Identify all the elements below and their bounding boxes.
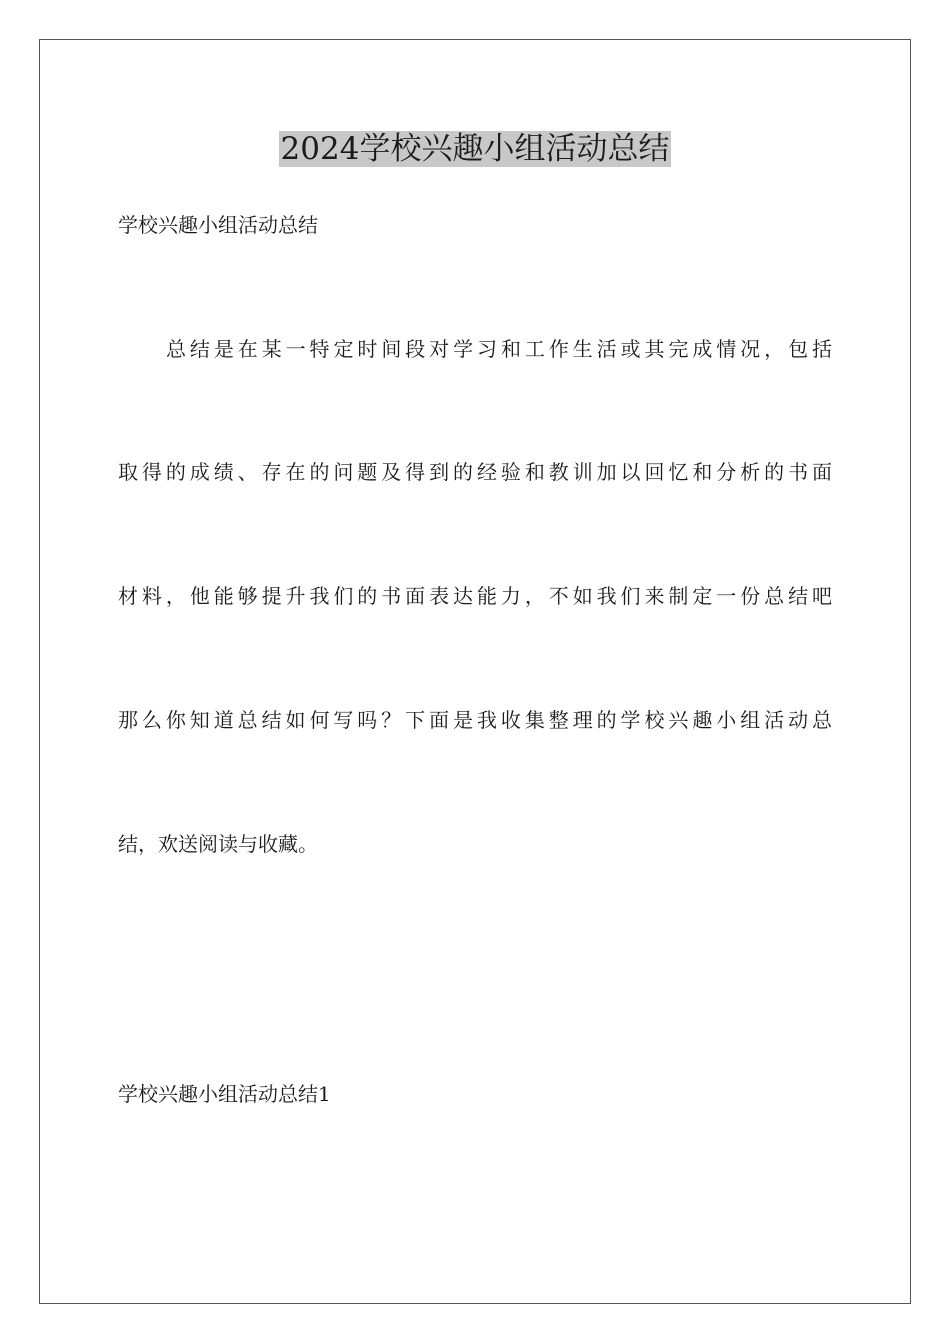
intro-line-2: 取得的成绩、存在的问题及得到的经验和教训加以回忆和分析的书面 [118,460,832,484]
intro-line-4: 那么你知道总结如何写吗？下面是我收集整理的学校兴趣小组活动总 [118,708,832,732]
document-title-text: 2024学校兴趣小组活动总结 [280,131,670,167]
intro-line-1: 总结是在某一特定时间段对学习和工作生活或其完成情况，包括 [166,337,832,361]
intro-line-3: 材料，他能够提升我们的书面表达能力，不如我们来制定一份总结吧 [118,584,832,608]
document-title [0,128,950,170]
intro-line-5: 结，欢送阅读与收藏。 [118,832,318,856]
section-heading: 学校兴趣小组活动总结1 [118,1082,331,1106]
document-subtitle: 学校兴趣小组活动总结 [118,213,318,237]
